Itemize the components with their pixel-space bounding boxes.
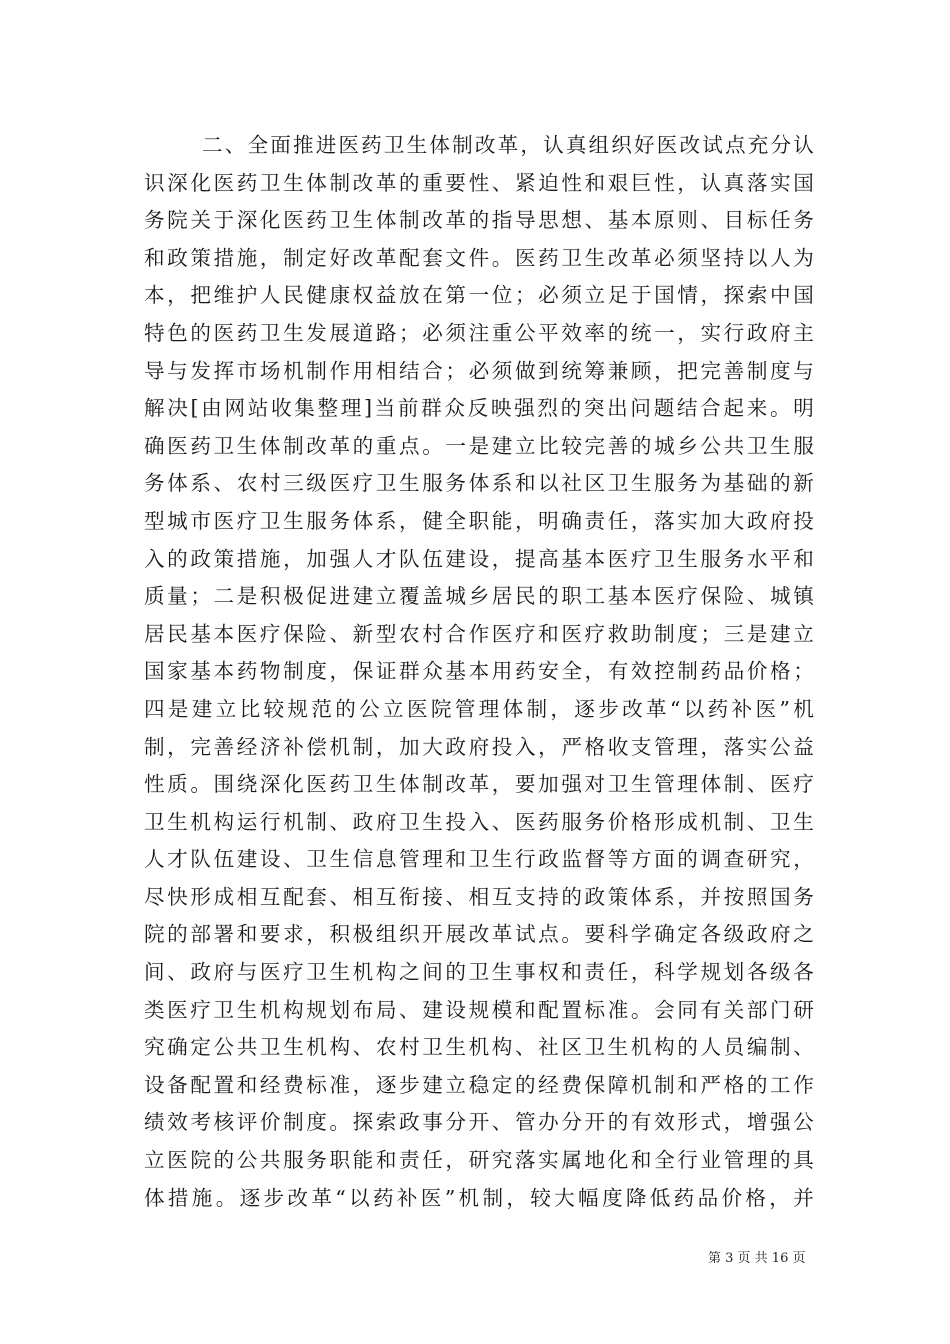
text-line: 立医院的公共服务职能和责任，研究落实属地化和全行业管理的具 (144, 1148, 814, 1173)
text-line: 性质。围绕深化医药卫生体制改革，要加强对卫生管理体制、医疗 (144, 772, 814, 797)
text-line: 设备配置和经费标准，逐步建立稳定的经费保障机制和严格的工作 (144, 1072, 814, 1097)
text-line: 务院关于深化医药卫生体制改革的指导思想、基本原则、目标任务 (144, 208, 814, 233)
text-line: 入的政策措施，加强人才队伍建设，提高基本医疗卫生服务水平和 (144, 546, 814, 571)
text-line: 识深化医药卫生体制改革的重要性、紧迫性和艰巨性，认真落实国 (144, 170, 814, 195)
text-line: 导与发挥市场机制作用相结合；必须做到统筹兼顾，把完善制度与 (144, 358, 814, 383)
text-line: 制，完善经济补偿机制，加大政府投入，严格收支管理，落实公益 (144, 734, 814, 759)
text-line: 确医药卫生体制改革的重点。一是建立比较完善的城乡公共卫生服 (144, 433, 814, 458)
text-line: 人才队伍建设、卫生信息管理和卫生行政监督等方面的调查研究， (144, 847, 814, 872)
text-line: 尽快形成相互配套、相互衔接、相互支持的政策体系，并按照国务 (144, 884, 814, 909)
text-line: 特色的医药卫生发展道路；必须注重公平效率的统一，实行政府主 (144, 320, 814, 345)
text-line: 解决[由网站收集整理]当前群众反映强烈的突出问题结合起来。明 (144, 396, 814, 421)
text-line: 和政策措施，制定好改革配套文件。医药卫生改革必须坚持以人为 (144, 245, 814, 270)
text-line: 绩效考核评价制度。探索政事分开、管办分开的有效形式，增强公 (144, 1110, 814, 1135)
text-line: 型城市医疗卫生服务体系，健全职能，明确责任，落实加大政府投 (144, 508, 814, 533)
text-line: 间、政府与医疗卫生机构之间的卫生事权和责任，科学规划各级各 (144, 960, 814, 985)
text-line: 务体系、农村三级医疗卫生服务体系和以社区卫生服务为基础的新 (144, 471, 814, 496)
text-line: 国家基本药物制度，保证群众基本用药安全，有效控制药品价格； (144, 659, 814, 684)
text-line: 质量；二是积极促进建立覆盖城乡居民的职工基本医疗保险、城镇 (144, 584, 814, 609)
text-line: 卫生机构运行机制、政府卫生投入、医药服务价格形成机制、卫生 (144, 809, 814, 834)
text-line: 院的部署和要求，积极组织开展改革试点。要科学确定各级政府之 (144, 922, 814, 947)
page-number: 第 3 页 共 16 页 (708, 1251, 806, 1266)
text-line: 体措施。逐步改革“以药补医”机制，较大幅度降低药品价格，并 (144, 1185, 814, 1210)
text-line: 究确定公共卫生机构、农村卫生机构、社区卫生机构的人员编制、 (144, 1035, 814, 1060)
text-line: 居民基本医疗保险、新型农村合作医疗和医疗救助制度；三是建立 (144, 621, 814, 646)
text-line: 二、全面推进医药卫生体制改革，认真组织好医改试点充分认 (202, 133, 814, 157)
text-line: 类医疗卫生机构规划布局、建设规模和配置标准。会同有关部门研 (144, 997, 814, 1022)
body-paragraph (144, 127, 814, 1217)
text-line: 四是建立比较规范的公立医院管理体制，逐步改革“以药补医”机 (144, 696, 814, 721)
text-line: 本，把维护人民健康权益放在第一位；必须立足于国情，探索中国 (144, 283, 814, 308)
